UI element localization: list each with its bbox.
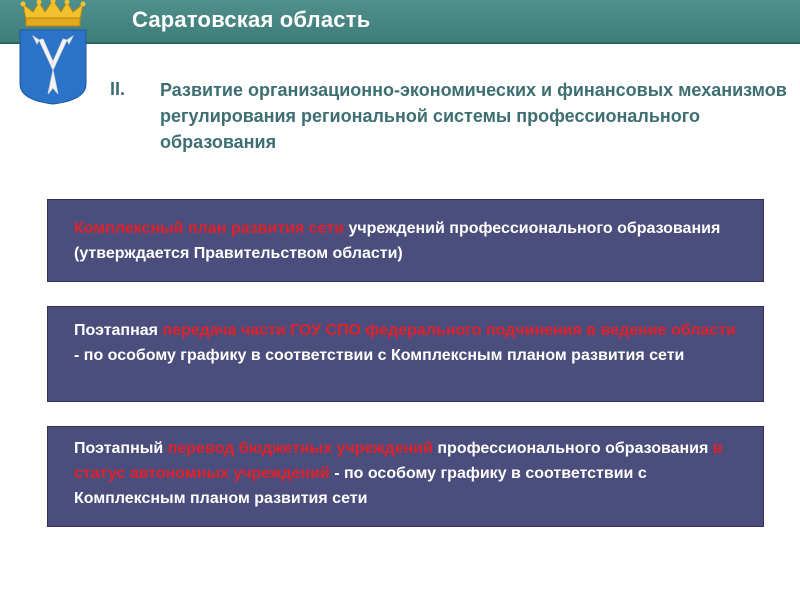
box-text: профессионального образования [437,440,713,457]
box-text-highlight: передача части ГОУ СПО федерального подчинения в ведение области [162,322,736,339]
box-text-highlight: перевод бюджетных учреждений [167,440,438,457]
action-box-network-plan [47,199,764,282]
action-box-federal-transfer [47,306,764,402]
box-text-highlight: в статус автономных учреждений [74,440,723,482]
box-text-highlight: Комплексный план развития сети [74,220,349,237]
section-title: Развитие организационно-экономических и финансовых механизмов регулирования региональной системы профессионального образования [160,80,787,152]
section-number: II. [110,79,126,99]
box-text: - по особому графику в соответствии с Комплексным планом развития сети [74,347,685,364]
box-text: Поэтапная [74,322,163,339]
box-text: - по особому графику в соответствии с Комплексным планом развития сети [74,465,647,507]
saratov-coat-of-arms-icon [17,0,89,106]
box-text: Поэтапный [74,440,168,457]
box-text: учреждений профессионального образования (утверждается Правительством области) [74,220,721,262]
header-bar [0,0,800,44]
region-title: Саратовская область [132,7,371,32]
action-box-autonomous-status [47,426,764,527]
